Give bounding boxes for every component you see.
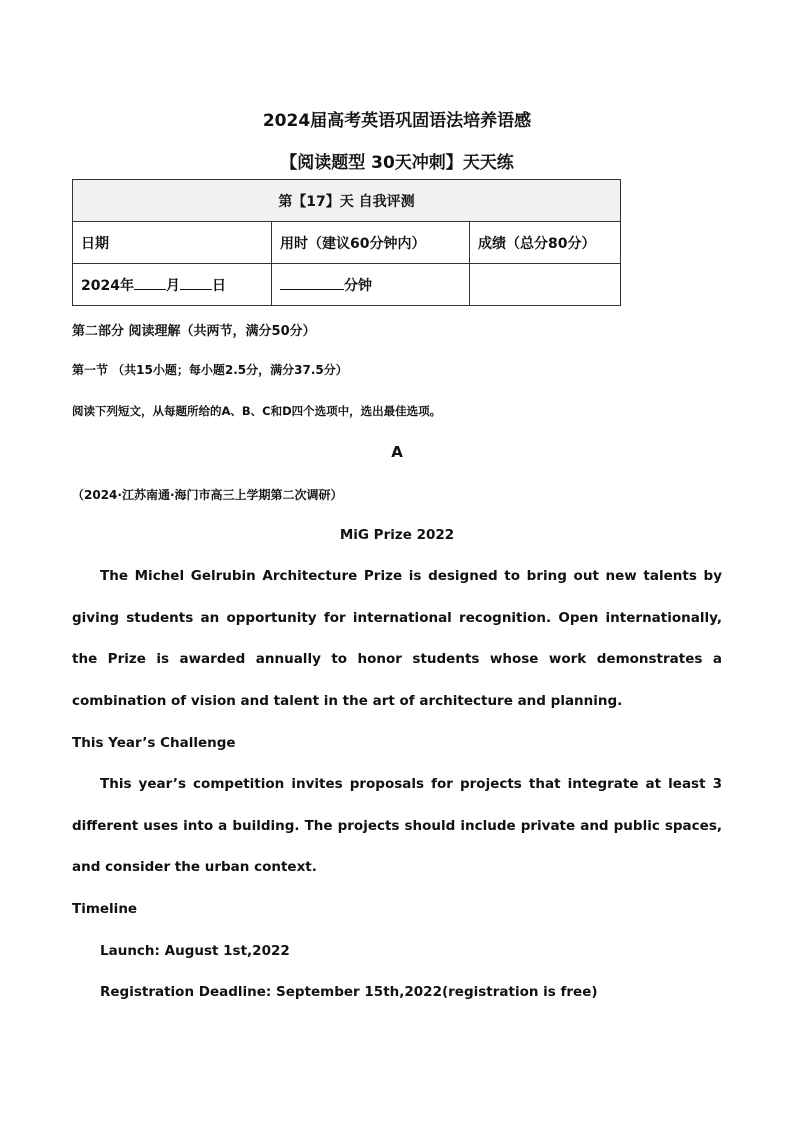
- timeline-launch: Launch: August 1st,2022: [100, 943, 290, 959]
- score-cell[interactable]: [470, 264, 621, 306]
- document-title: 2024届高考英语巩固语法培养语感: [262, 111, 532, 131]
- month-blank[interactable]: [134, 275, 166, 290]
- date-cell[interactable]: [73, 264, 272, 306]
- month-label: 月: [165, 277, 180, 294]
- day-blank[interactable]: [180, 275, 212, 290]
- day-label-cell: 第【17】天 自我评测: [73, 180, 621, 222]
- self-assessment-table: [72, 179, 621, 306]
- time-cell[interactable]: [272, 264, 470, 306]
- day-label: 日: [211, 277, 226, 294]
- timeline-registration-deadline: Registration Deadline: September 15th,2022(registration is free): [100, 984, 598, 1000]
- article-paragraph-2: This year’s competition invites proposals for projects that integrate at least 3 different uses into a building. The projects should include private and public spaces, and consider the urban context.: [72, 776, 722, 876]
- article-title: MiG Prize 2022: [339, 527, 455, 543]
- date-header: 日期: [73, 222, 272, 264]
- year-label: 2024年: [81, 277, 134, 294]
- passage-letter: A: [391, 443, 403, 461]
- section-subpart-heading: 第一节 （共15小题；每小题2.5分，满分37.5分）: [72, 363, 348, 377]
- article-paragraph-1: The Michel Gelrubin Architecture Prize is designed to bring out new talents by giving students an opportunity for international recognition. Open internationally, the Prize is awarded annually to honor students whose work demonstrates a combination of vision and talent in the art of architecture and planning.: [72, 568, 722, 710]
- passage-source: （2024·江苏南通·海门市高三上学期第二次调研）: [72, 488, 343, 502]
- section-instruction: 阅读下列短文，从每题所给的A、B、C和D四个选项中，选出最佳选项。: [72, 404, 442, 418]
- minutes-blank[interactable]: [280, 275, 344, 290]
- minutes-label: 分钟: [344, 277, 372, 294]
- score-header: 成绩（总分80分）: [470, 222, 621, 264]
- section-part-heading: 第二部分 阅读理解（共两节，满分50分）: [72, 324, 316, 339]
- document-subtitle: 【阅读题型 30天冲刺】天天练: [280, 153, 514, 173]
- article-heading-challenge: This Year’s Challenge: [72, 735, 236, 751]
- time-header: 用时（建议60分钟内）: [272, 222, 470, 264]
- article-heading-timeline: Timeline: [72, 901, 138, 917]
